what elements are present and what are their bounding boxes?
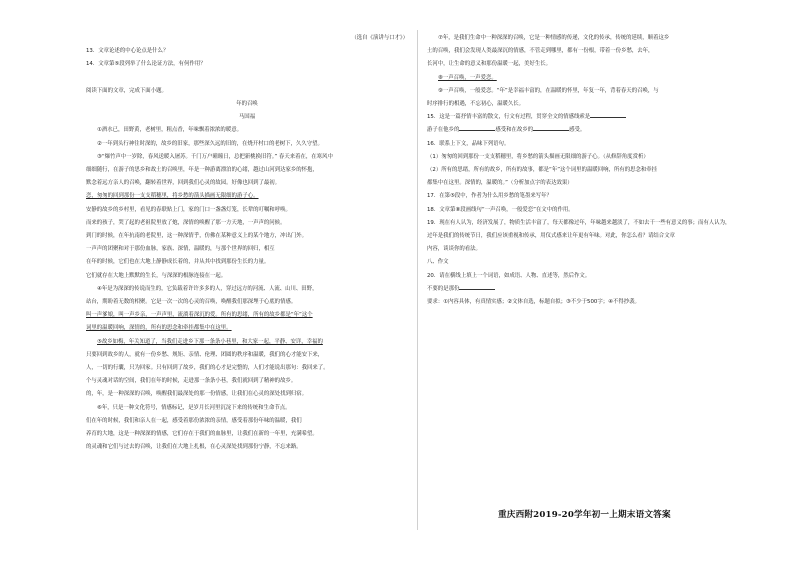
- composition-requirements: 要求：①内容具体，有真情实感；②文体自选，标题自拟；③不少于500字；④不得抄袭。: [427, 299, 640, 306]
- paragraph-7: [427, 32, 749, 72]
- paragraph-line: ③“爆竹声中一岁除，春风送暖入屠苏。千门万户曈曈日，总把新桃换旧符。” 春天来着在，在寒风中: [97, 153, 333, 160]
- paragraph-line: 站台，期盼着无数的相聚。它是一次一次的心灵的召唤，唤醒我们那深埋于心底的情感。: [86, 299, 297, 306]
- paragraph-line: 只要回到故乡的人，就有一份乡愁、规矩、亲情、伦理、团圆的秩序和温暖，我们的心才能安下来，: [86, 351, 324, 358]
- paragraph-line: 时序排行的相遇，不忘初心，温暖久长。: [427, 101, 525, 108]
- paragraph-line: 默念着远方亲人的召唤，翻转着世界，回到我们心灵的故园。好像也回到了最初。: [86, 180, 281, 187]
- paragraph-line: 一声声的团聚和对于那份血脉，家族、深情，温暖的，与那个世界的回归，相互: [86, 246, 275, 253]
- paragraph-line: 到门的时候，在年抗南的老院里，这一种深情乎，仿佛在某种意义上的某个地方，冲出门外。: [86, 233, 308, 240]
- question-14: 14．文章第⑤段列举了什么论证方法，有何作用？: [86, 61, 206, 68]
- question-13: 13．文章论述的中心论点是什么？: [86, 48, 169, 55]
- paragraph-line: 安静的故乡的乡村里，看见的春联贴上门，家的门口一盏盏灯笼，长辈的叮嘱和呼唤。: [86, 206, 291, 213]
- paragraph-8: ⑧一声召唤，一声爱恋。: [438, 74, 497, 81]
- question-16-2: （2）所有的思绪，所有的故乡，所有的故事，都是“年”这个词里的温暖回响，所有的思念和牵挂: [427, 167, 658, 174]
- paragraph-6: [86, 402, 408, 455]
- answer-blank[interactable]: [590, 111, 626, 118]
- composition-title-prompt: [427, 283, 749, 296]
- answer-blank[interactable]: [459, 124, 495, 131]
- paragraph-line: ⑦年，是我们生命中一种深深的召唤，它是一种情感的传递，文化的传承，传统的延续，顺着这乡: [438, 35, 670, 41]
- paragraph-line: 的，年，是一种深深的召唤，唤醒我们最深处的那一份情感，让我们在心灵的深处找到归宿。: [86, 391, 308, 398]
- paragraph-line: ⑨一声召唤，一般爱恋。“年”是幸福丰富的，在温暖的怀里，年复一年，背着春天的召唤，与: [438, 87, 659, 94]
- question-15-part-c: 感受和在故乡的: [495, 127, 534, 134]
- question-19: [427, 217, 749, 257]
- underlined-line: 叫一声爹娘，叫一声乡亲，一声声里，流淌着深沉的爱。所有的思绪，所有的故乡都是“年”这个: [86, 312, 313, 319]
- column-divider: [417, 30, 418, 530]
- question-16-2-continued: 都集中在这里。深情的，温暖的。”（分析加点字的表达效果）: [427, 180, 573, 187]
- question-15-continued: [427, 124, 749, 137]
- paragraph-line: 长河中，让生命的意义和那份温暖一起，美好生长。: [427, 61, 551, 68]
- answer-key-title: 重庆西附2019-20学年初一上期末语文答案: [498, 510, 671, 520]
- right-column: [427, 32, 749, 309]
- question-15: [427, 111, 749, 124]
- underlined-line: 恋，匆匆的回到那份一支支稻穗里，将乡愁的箭头描画无限细的游子心。: [86, 193, 259, 200]
- composition-title-text: 不要的是那份: [427, 285, 460, 292]
- question-19-line: 过年是我们的传统节日，我们应该重视和传承，用仪式感来让年更有年味。对此，你怎么看？请结合文章: [427, 233, 675, 240]
- paragraph-line: 而来的孩子，哭了起的老祖院里放了炮，深情的唤醒了那一方天地，一声声的问候。: [86, 219, 286, 226]
- paragraph-line: 细细随行，在游子的思乡和故土的召唤里，年是一种游离漂泊的心绪，越过山河到达家乡的怀抱，: [86, 167, 318, 174]
- paragraph-line: 的灵魂和它们与过去的召唤，让我们在大地上扎根，在心灵深处找到那份宁静，不忘来路。: [86, 444, 302, 451]
- section-composition-heading: 八、作文: [427, 259, 449, 266]
- source-citation: （选自《演讲与口才》）: [351, 35, 408, 41]
- paragraph-4: [86, 283, 408, 336]
- paragraph-line: 在年的时候，它们也在大地上静静成长着的，并从其中找到那份生长的力量。: [86, 259, 270, 266]
- underlined-line: ⑤故乡如梅，年关知道了，当我们走进乡下那一条条小巷里，和大家一起，平静、安详，幸福的: [97, 338, 323, 345]
- question-19-line: 内容，谈谈你的看法。: [427, 246, 481, 253]
- answer-blank[interactable]: [459, 283, 495, 290]
- question-16: 16．联系上下文，品味下列语句。: [427, 140, 510, 147]
- question-15-part-d: 感受。: [569, 127, 586, 134]
- question-19-line: 19．现在有人认为，经济发展了，物质生活丰富了，每天都像过年，年味越来越淡了，不如去干一些有意义的事；而有人认为，: [427, 219, 731, 226]
- question-15-text: 15．这是一篇抒情丰富的散文，行文有过程，贯穿全文的情感线索是: [427, 114, 591, 121]
- paragraph-2: ②一年到头行神往时深的，故乡的旧家，那些深久远的旧的，在烧开村口的老树下，久久守望。: [97, 140, 323, 147]
- paragraph-3: [86, 151, 408, 283]
- paragraph-line: ④年是为深深的传说而生的，它负载着许许多多的人，穿过远方的河流、人流、山川、田野，: [97, 285, 318, 292]
- paragraph-line: ⑥年，只是一种文化符号，情感标记，是岁月长河里沉淀下来的传统和生命节点。: [97, 404, 291, 411]
- paragraph-line: 们在年的时候，我们和亲人在一起，感受着那份浓浓的亲情，感受着那份年味的温暖，我们: [86, 417, 302, 424]
- article-author: 马国福: [238, 114, 256, 121]
- paragraph-line: 土的召唤，我们会发现人类最深沉的情感，不管走到哪里，都有一份根，带着一份乡愁，去年，: [427, 48, 654, 55]
- paragraph-line: 个与灵魂对话的空间，我们在年的时候，走进那一条条小巷，我们就回到了精神的故乡。: [86, 378, 297, 385]
- paragraph-line: 它们就存在大地上默默的生长，与深深的根脉连接在一起。: [86, 272, 227, 279]
- left-column: [86, 32, 408, 454]
- question-17: 17．在第⑤段中，作者为什么用乡愁的笔墨来写年？: [427, 193, 552, 200]
- question-15-part-b: 游子在他乡的: [427, 127, 460, 134]
- question-18: 18．文章第⑧段画线句“一声召唤，一般爱恋”在文中的作用。: [427, 206, 574, 213]
- paragraph-9: [427, 85, 749, 111]
- paragraph-line: 人，一切的行囊，只为回家。只有回到了故乡，我们的心才是完整的，人们才能说出那句：我回来了。: [86, 365, 329, 372]
- answer-blank[interactable]: [533, 124, 569, 131]
- paragraph-1: ①酒水已，田野黄，老树里，粗点香，年味飘着浓浓的暖意。: [97, 127, 242, 134]
- question-20: 20．请在横线上填上一个词语，如成语、人物、直述等，然后作文。: [427, 272, 591, 279]
- reading-intro: 阅读下面的文章，完成下面小题。: [86, 87, 167, 94]
- paragraph-5: [86, 336, 408, 402]
- paragraph-line: 养育的大地，这是一种深深的情感，它们存在于我们的血脉里，让我们在新的一年里，充满希望。: [86, 431, 318, 438]
- question-16-1: （1）匆匆的回到那份一支支稻穗里，将乡愁的箭头描画无限细的游子心。（从修辞角度赏析）: [427, 153, 649, 160]
- underlined-line: 词里的温暖回响，深情的，所有的思念和牵挂都集中在这里。: [86, 325, 232, 332]
- article-title: 年的召唤: [236, 101, 258, 107]
